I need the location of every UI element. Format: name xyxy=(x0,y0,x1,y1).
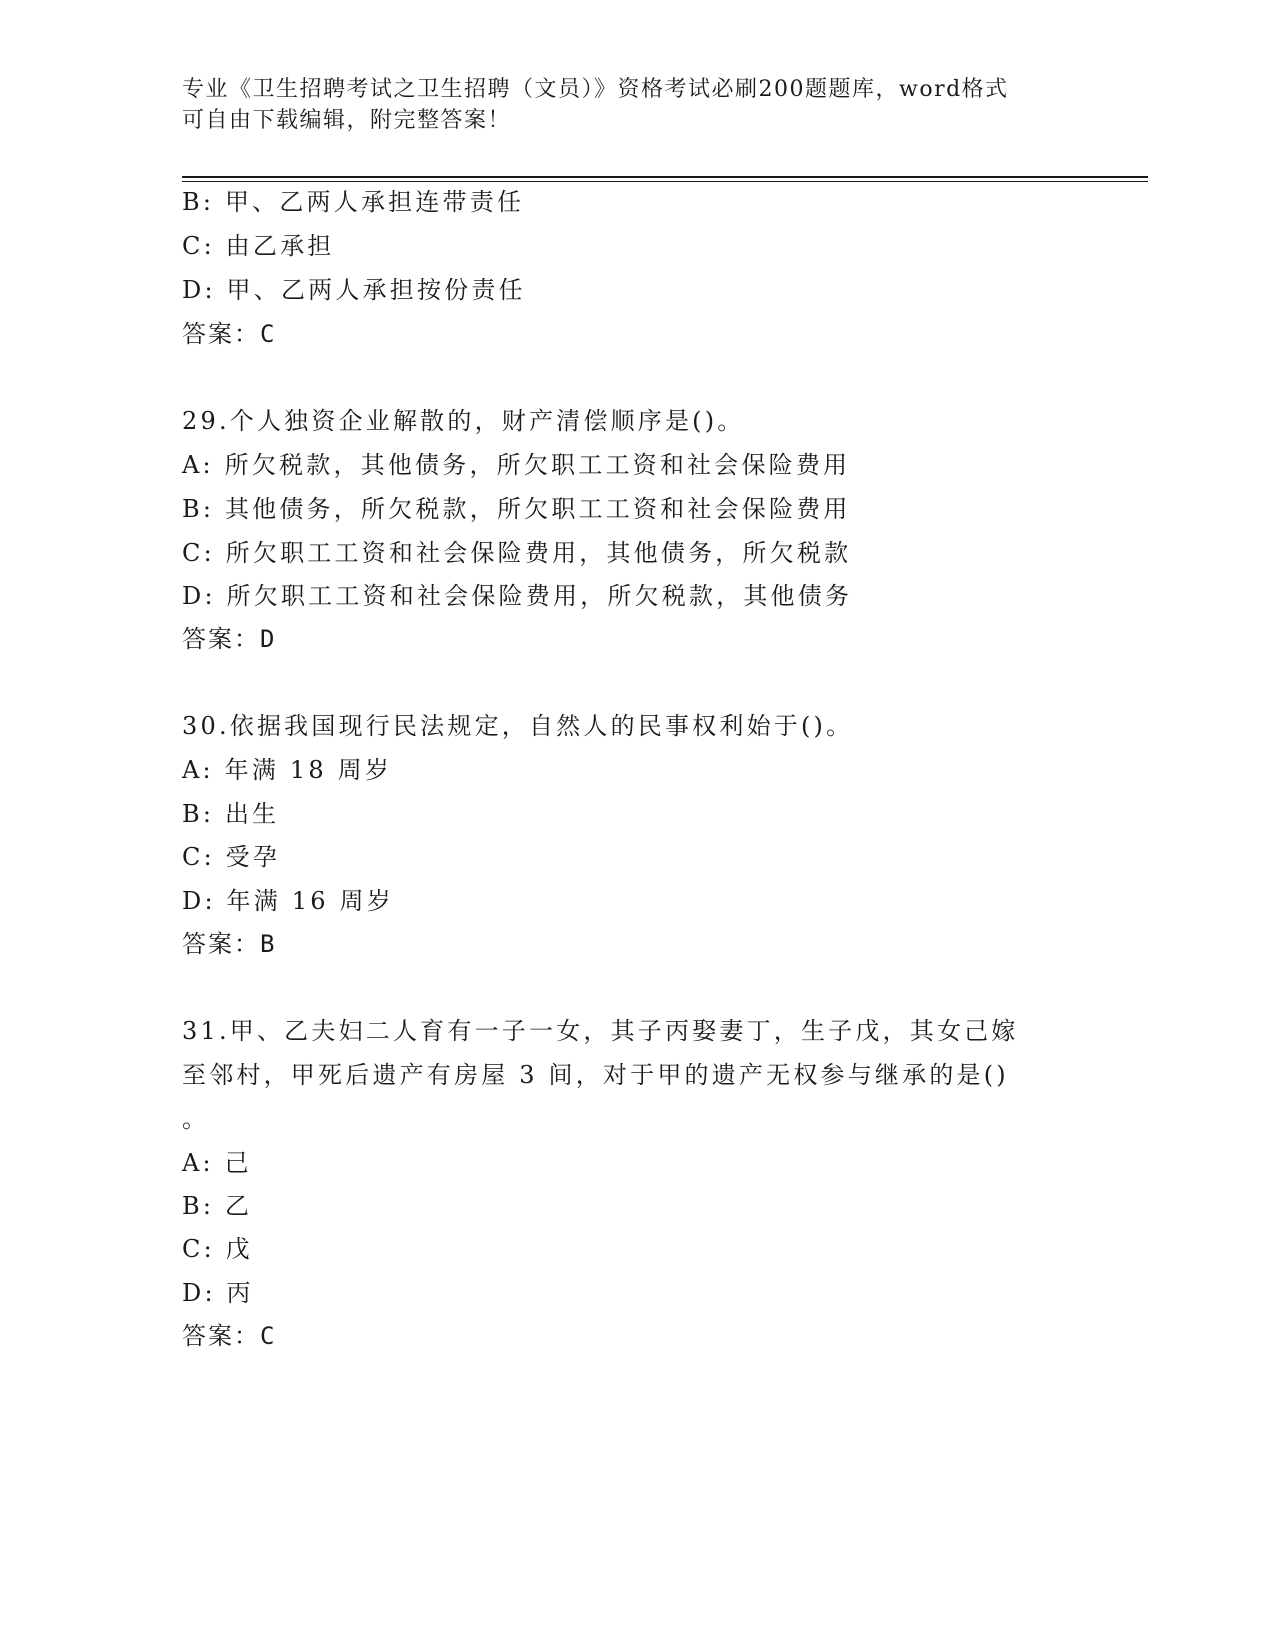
q30-answer: 答案：B xyxy=(182,930,277,958)
q28-option-d: D: 甲、乙两人承担按份责任 xyxy=(182,276,526,304)
q30-option-b: B: 出生 xyxy=(182,800,280,828)
q31-question-line-1: 31.甲、乙夫妇二人育有一子一女，其子丙娶妻丁，生子戊，其女己嫁 xyxy=(182,1017,1019,1045)
q31-option-a: A: 己 xyxy=(182,1149,252,1177)
q29-option-d: D: 所欠职工工资和社会保险费用，所欠税款，其他债务 xyxy=(182,582,853,610)
q28-option-b: B: 甲、乙两人承担连带责任 xyxy=(182,188,525,216)
q31-option-c: C: 戊 xyxy=(182,1235,253,1263)
q29-option-c: C: 所欠职工工资和社会保险费用，其他债务，所欠税款 xyxy=(182,539,852,567)
q31-option-d: D: 丙 xyxy=(182,1279,254,1307)
q28-option-c: C: 由乙承担 xyxy=(182,232,335,260)
q30-option-c: C: 受孕 xyxy=(182,843,281,871)
header-divider-thin xyxy=(182,181,1148,182)
q31-option-b: B: 乙 xyxy=(182,1192,253,1220)
q31-question-line-3: 。 xyxy=(182,1105,210,1133)
q30-option-d: D: 年满 16 周岁 xyxy=(182,887,394,915)
q29-answer: 答案：D xyxy=(182,625,277,653)
q31-answer: 答案：C xyxy=(182,1322,277,1350)
q29-question: 29.个人独资企业解散的，财产清偿顺序是()。 xyxy=(182,407,745,435)
q30-option-a: A: 年满 18 周岁 xyxy=(182,756,393,784)
q28-answer: 答案：C xyxy=(182,320,277,348)
q29-option-a: A: 所欠税款，其他债务，所欠职工工资和社会保险费用 xyxy=(182,451,851,479)
q31-question-line-2: 至邻村，甲死后遗产有房屋 3 间，对于甲的遗产无权参与继承的是() xyxy=(182,1061,1009,1089)
q29-option-b: B: 其他债务，所欠税款，所欠职工工资和社会保险费用 xyxy=(182,495,851,523)
document-header: 专业《卫生招聘考试之卫生招聘（文员）》资格考试必刷200题题库，word格式 可自由下载编辑，附完整答案！ xyxy=(182,77,1009,133)
q30-question: 30.依据我国现行民法规定，自然人的民事权利始于()。 xyxy=(182,712,854,740)
header-divider-thick xyxy=(182,176,1148,178)
